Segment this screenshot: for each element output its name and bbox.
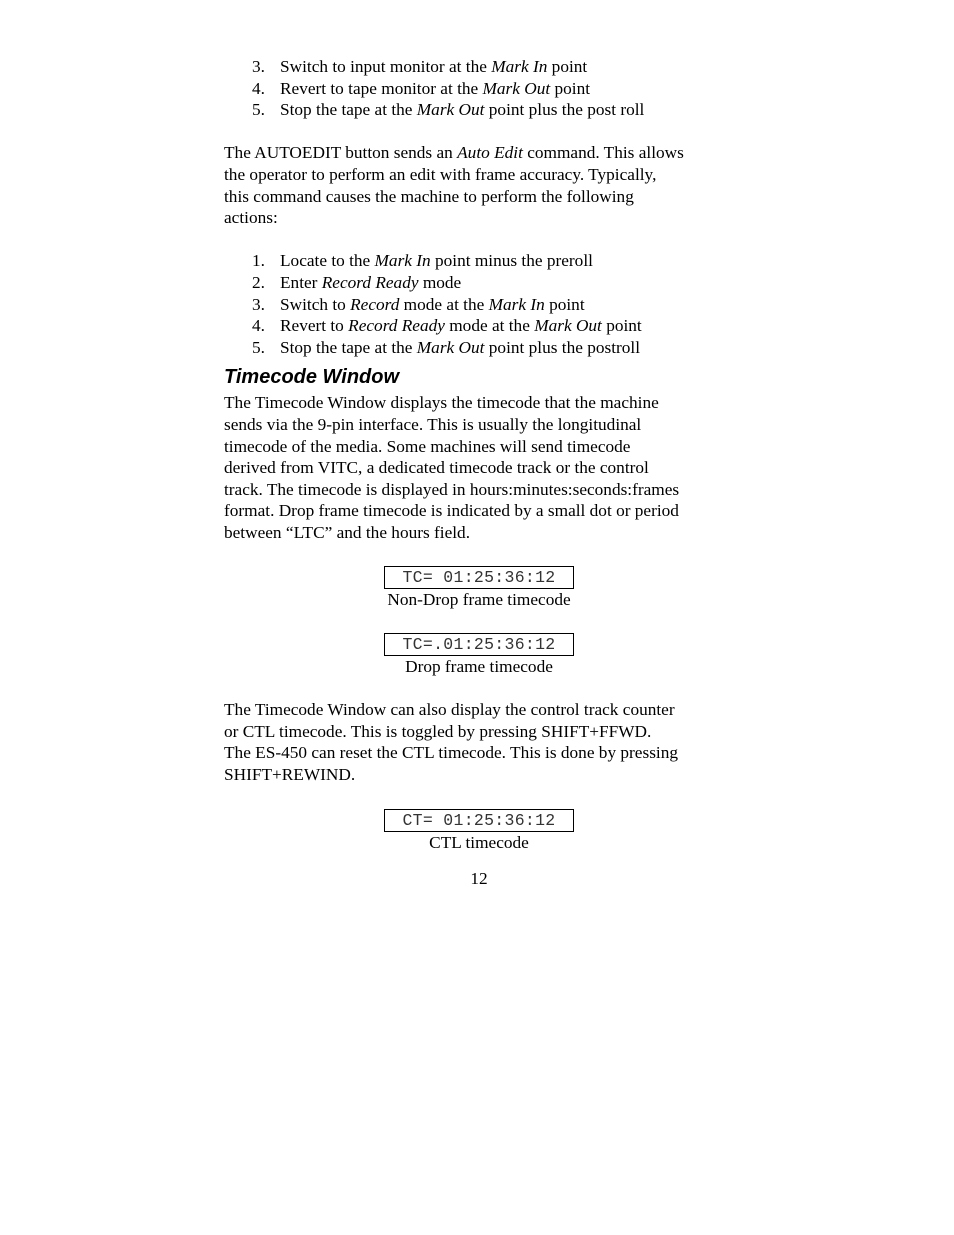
ctl-timecode-example	[224, 809, 734, 854]
text-run: Locate to the	[280, 251, 375, 271]
italic-term: Mark Out	[534, 316, 602, 336]
list-item	[224, 272, 734, 294]
text-run: point plus the post roll	[484, 100, 645, 120]
ctl-paragraph	[224, 699, 734, 785]
text-run: mode at the	[444, 316, 535, 336]
list-number: 3.	[252, 57, 265, 76]
timecode-caption: Drop frame timecode	[405, 657, 553, 677]
text-run: point	[544, 294, 585, 314]
timecode-display: TC= 01:25:36:12	[384, 566, 574, 589]
text-run: mode at the	[399, 294, 489, 314]
paragraph-line: sends via the 9-pin interface. This is usually the longitudinal	[224, 414, 642, 434]
paragraph-line: track. The timecode is displayed in hours:minutes:seconds:frames	[224, 479, 680, 499]
spacer	[224, 678, 734, 700]
page-number: 12	[470, 869, 488, 889]
nondrop-timecode-example	[224, 566, 734, 611]
text-run: The AUTOEDIT button sends an	[224, 143, 458, 163]
list-number: 5.	[252, 100, 265, 120]
list-number: 4.	[252, 316, 265, 336]
italic-term: Mark In	[491, 57, 548, 76]
italic-term: Auto Edit	[457, 143, 523, 163]
paragraph-line: this command causes the machine to perform the following	[224, 186, 634, 206]
spacer	[224, 853, 734, 868]
section-heading: Timecode Window	[224, 366, 400, 389]
text-run: point	[601, 316, 642, 336]
paragraph-line: The ES-450 can reset the CTL timecode. This is done by pressing	[224, 743, 679, 763]
timecode-display: CT= 01:25:36:12	[384, 809, 574, 832]
paragraph-line: the operator to perform an edit with frame accuracy. Typically,	[224, 164, 657, 184]
text-run: Enter	[280, 272, 322, 292]
text-run: point	[547, 57, 588, 76]
timecode-paragraph	[224, 392, 734, 543]
list-number: 2.	[252, 272, 265, 292]
list-number: 1.	[252, 251, 265, 271]
list-item	[224, 78, 734, 100]
italic-term: Mark Out	[416, 100, 485, 120]
paragraph-line: The Timecode Window displays the timecode that the machine	[224, 393, 659, 413]
text-run: Switch to input monitor at the	[280, 57, 492, 76]
list-item	[224, 337, 734, 359]
list-number: 4.	[252, 78, 265, 98]
text-run: Stop the tape at the	[280, 100, 417, 120]
italic-term: Mark In	[374, 251, 431, 271]
italic-term: Record Ready	[321, 272, 419, 292]
list-item	[224, 315, 734, 337]
autoedit-paragraph	[224, 142, 734, 228]
spacer	[224, 786, 734, 809]
text-run: point	[550, 78, 591, 98]
text-run: mode	[418, 272, 462, 292]
text-run: Revert to tape monitor at the	[280, 78, 483, 98]
paragraph-line: derived from VITC, a dedicated timecode track or the control	[224, 458, 649, 478]
text-run: Switch to	[280, 294, 351, 314]
paragraph-line: actions:	[224, 208, 278, 228]
timecode-display: TC=.01:25:36:12	[384, 633, 574, 656]
step-list-1	[224, 56, 734, 121]
timecode-caption: CTL timecode	[429, 832, 529, 852]
text-run: point plus the postroll	[484, 337, 640, 357]
italic-term: Mark Out	[416, 337, 485, 357]
paragraph-line: SHIFT+REWIND.	[224, 765, 356, 785]
timecode-caption: Non-Drop frame timecode	[387, 590, 571, 610]
text-run: Revert to	[280, 316, 349, 336]
paragraph-line	[224, 142, 734, 164]
spacer	[224, 543, 734, 566]
italic-term: Record Ready	[348, 316, 445, 336]
list-item	[224, 99, 734, 121]
drop-timecode-example	[224, 633, 734, 678]
spacer	[224, 229, 734, 251]
step-list-2	[224, 250, 734, 358]
italic-term: Mark Out	[482, 78, 551, 98]
paragraph-line: or CTL timecode. This is toggled by pressing SHIFT+FFWD.	[224, 721, 652, 741]
spacer	[224, 611, 734, 633]
italic-term: Record	[350, 294, 400, 314]
spacer	[224, 121, 734, 143]
text-run: point minus the preroll	[430, 251, 593, 271]
list-number: 5.	[252, 337, 265, 357]
list-item	[224, 56, 734, 78]
paragraph-line: timecode of the media. Some machines will send timecode	[224, 436, 631, 456]
paragraph-line: between “LTC” and the hours field.	[224, 522, 471, 542]
list-number: 3.	[252, 294, 265, 314]
paragraph-line: format. Drop frame timecode is indicated by a small dot or period	[224, 501, 679, 521]
list-item	[224, 250, 734, 272]
paragraph-line: The Timecode Window can also display the control track counter	[224, 700, 675, 720]
italic-term: Mark In	[488, 294, 545, 314]
text-run: command. This allows	[522, 143, 684, 163]
list-item	[224, 294, 734, 316]
document-page	[224, 56, 734, 890]
text-run: Stop the tape at the	[280, 337, 417, 357]
